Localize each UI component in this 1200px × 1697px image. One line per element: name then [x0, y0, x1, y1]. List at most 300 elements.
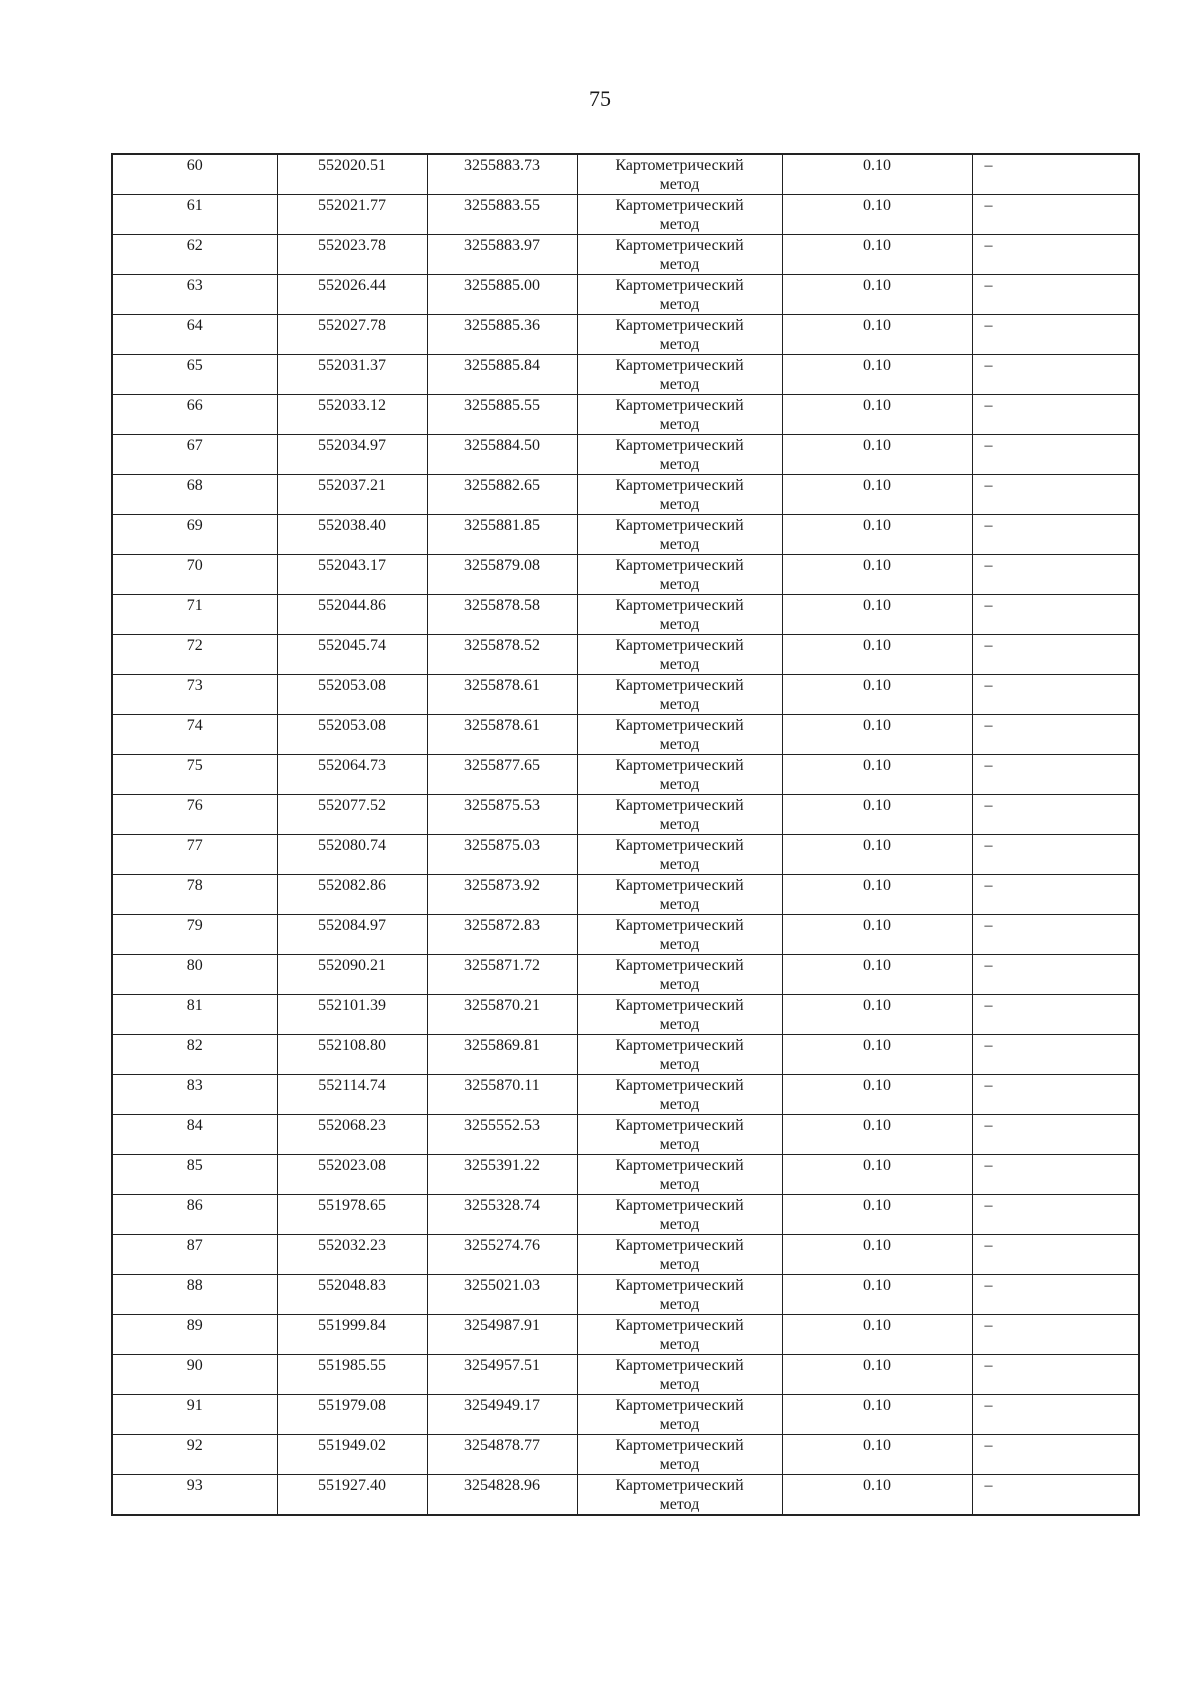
y-coordinate-cell — [427, 235, 577, 275]
point-number-text: 91 — [186, 1397, 203, 1414]
accuracy-text: 0.10 — [863, 1477, 891, 1494]
point-number-cell — [112, 154, 277, 195]
method-cell — [577, 1435, 782, 1475]
y-coordinate-cell — [427, 955, 577, 995]
accuracy-text: 0.10 — [863, 357, 891, 374]
note-cell — [972, 995, 1139, 1035]
method-cell — [577, 275, 782, 315]
table-row — [112, 675, 1139, 715]
note-text: – — [984, 1477, 993, 1494]
note-cell — [972, 1475, 1139, 1516]
accuracy-text: 0.10 — [863, 317, 891, 334]
y-coordinate-cell — [427, 635, 577, 675]
note-text: – — [984, 637, 993, 654]
y-coordinate-cell — [427, 435, 577, 475]
x-coordinate-text: 552064.73 — [318, 757, 386, 774]
note-text: – — [984, 517, 993, 534]
y-coordinate-cell — [427, 1235, 577, 1275]
point-number-text: 71 — [186, 597, 203, 614]
point-number-cell — [112, 1355, 277, 1395]
note-text: – — [984, 677, 993, 694]
y-coordinate-cell — [427, 195, 577, 235]
y-coordinate-text: 3255869.81 — [464, 1037, 540, 1054]
accuracy-cell — [782, 915, 972, 955]
y-coordinate-cell — [427, 275, 577, 315]
y-coordinate-cell — [427, 355, 577, 395]
note-text: – — [984, 1157, 993, 1174]
y-coordinate-text: 3254987.91 — [464, 1317, 540, 1334]
method-text: Картометрический метод — [615, 717, 744, 753]
point-number-text: 83 — [186, 1077, 203, 1094]
method-cell — [577, 1475, 782, 1516]
x-coordinate-text: 552043.17 — [318, 557, 386, 574]
method-cell — [577, 1275, 782, 1315]
note-text: – — [984, 837, 993, 854]
method-text: Картометрический метод — [615, 517, 744, 553]
accuracy-text: 0.10 — [863, 1317, 891, 1334]
y-coordinate-text: 3255881.85 — [464, 517, 540, 534]
point-number-cell — [112, 1275, 277, 1315]
note-text: – — [984, 237, 993, 254]
point-number-cell — [112, 435, 277, 475]
y-coordinate-text: 3255878.61 — [464, 717, 540, 734]
table-row — [112, 515, 1139, 555]
point-number-text: 75 — [186, 757, 203, 774]
accuracy-cell — [782, 355, 972, 395]
point-number-text: 64 — [186, 317, 203, 334]
x-coordinate-text: 552021.77 — [318, 197, 386, 214]
x-coordinate-text: 552108.80 — [318, 1037, 386, 1054]
coordinates-table — [111, 153, 1140, 1516]
table-row — [112, 995, 1139, 1035]
y-coordinate-text: 3255879.08 — [464, 557, 540, 574]
note-cell — [972, 315, 1139, 355]
y-coordinate-text: 3254949.17 — [464, 1397, 540, 1414]
x-coordinate-cell — [277, 435, 427, 475]
point-number-text: 62 — [186, 237, 203, 254]
x-coordinate-cell — [277, 955, 427, 995]
point-number-text: 61 — [186, 197, 203, 214]
method-cell — [577, 755, 782, 795]
method-text: Картометрический метод — [615, 1197, 744, 1233]
point-number-text: 65 — [186, 357, 203, 374]
x-coordinate-cell — [277, 795, 427, 835]
point-number-cell — [112, 275, 277, 315]
method-text: Картометрический метод — [615, 597, 744, 633]
table-row — [112, 595, 1139, 635]
point-number-text: 78 — [186, 877, 203, 894]
x-coordinate-text: 552033.12 — [318, 397, 386, 414]
y-coordinate-cell — [427, 395, 577, 435]
y-coordinate-text: 3255552.53 — [464, 1117, 540, 1134]
point-number-cell — [112, 475, 277, 515]
method-text: Картометрический метод — [615, 197, 744, 233]
point-number-cell — [112, 1075, 277, 1115]
point-number-text: 86 — [186, 1197, 203, 1214]
accuracy-text: 0.10 — [863, 1157, 891, 1174]
method-text: Картометрический метод — [615, 1237, 744, 1273]
y-coordinate-cell — [427, 315, 577, 355]
y-coordinate-cell — [427, 515, 577, 555]
table-row — [112, 555, 1139, 595]
accuracy-text: 0.10 — [863, 837, 891, 854]
y-coordinate-text: 3255885.84 — [464, 357, 540, 374]
table-row — [112, 875, 1139, 915]
accuracy-cell — [782, 875, 972, 915]
method-cell — [577, 1395, 782, 1435]
accuracy-cell — [782, 475, 972, 515]
y-coordinate-cell — [427, 475, 577, 515]
page-number: 75 — [589, 86, 611, 111]
y-coordinate-text: 3255328.74 — [464, 1197, 540, 1214]
method-text: Картометрический метод — [615, 437, 744, 473]
y-coordinate-text: 3255883.97 — [464, 237, 540, 254]
point-number-cell — [112, 395, 277, 435]
method-text: Картометрический метод — [615, 877, 744, 913]
method-cell — [577, 555, 782, 595]
point-number-text: 87 — [186, 1237, 203, 1254]
table-row — [112, 1395, 1139, 1435]
y-coordinate-text: 3255021.03 — [464, 1277, 540, 1294]
accuracy-text: 0.10 — [863, 1437, 891, 1454]
y-coordinate-cell — [427, 1035, 577, 1075]
method-cell — [577, 1075, 782, 1115]
table-row — [112, 1035, 1139, 1075]
note-cell — [972, 1395, 1139, 1435]
note-cell — [972, 435, 1139, 475]
note-text: – — [984, 957, 993, 974]
accuracy-text: 0.10 — [863, 1197, 891, 1214]
y-coordinate-cell — [427, 915, 577, 955]
note-cell — [972, 955, 1139, 995]
table-row — [112, 1355, 1139, 1395]
method-cell — [577, 995, 782, 1035]
note-cell — [972, 1355, 1139, 1395]
accuracy-text: 0.10 — [863, 957, 891, 974]
table-row — [112, 355, 1139, 395]
y-coordinate-cell — [427, 1475, 577, 1516]
point-number-cell — [112, 515, 277, 555]
table-row — [112, 435, 1139, 475]
x-coordinate-text: 552037.21 — [318, 477, 386, 494]
note-cell — [972, 555, 1139, 595]
accuracy-text: 0.10 — [863, 477, 891, 494]
note-cell — [972, 915, 1139, 955]
x-coordinate-cell — [277, 675, 427, 715]
y-coordinate-text: 3255882.65 — [464, 477, 540, 494]
note-text: – — [984, 357, 993, 374]
point-number-text: 89 — [186, 1317, 203, 1334]
point-number-text: 90 — [186, 1357, 203, 1374]
method-cell — [577, 515, 782, 555]
y-coordinate-cell — [427, 1075, 577, 1115]
method-cell — [577, 595, 782, 635]
x-coordinate-cell — [277, 195, 427, 235]
point-number-cell — [112, 315, 277, 355]
note-text: – — [984, 797, 993, 814]
point-number-cell — [112, 195, 277, 235]
x-coordinate-text: 551985.55 — [318, 1357, 386, 1374]
accuracy-text: 0.10 — [863, 1357, 891, 1374]
x-coordinate-cell — [277, 1395, 427, 1435]
point-number-cell — [112, 1395, 277, 1435]
accuracy-cell — [782, 1355, 972, 1395]
accuracy-text: 0.10 — [863, 1397, 891, 1414]
note-cell — [972, 515, 1139, 555]
note-text: – — [984, 557, 993, 574]
point-number-text: 74 — [186, 717, 203, 734]
note-text: – — [984, 917, 993, 934]
x-coordinate-cell — [277, 1475, 427, 1516]
accuracy-cell — [782, 835, 972, 875]
note-cell — [972, 235, 1139, 275]
accuracy-cell — [782, 715, 972, 755]
y-coordinate-text: 3254828.96 — [464, 1477, 540, 1494]
x-coordinate-text: 552082.86 — [318, 877, 386, 894]
accuracy-text: 0.10 — [863, 1037, 891, 1054]
note-cell — [972, 1235, 1139, 1275]
accuracy-text: 0.10 — [863, 1117, 891, 1134]
x-coordinate-text: 551999.84 — [318, 1317, 386, 1334]
y-coordinate-cell — [427, 154, 577, 195]
point-number-cell — [112, 1195, 277, 1235]
point-number-cell — [112, 1035, 277, 1075]
y-coordinate-text: 3255883.55 — [464, 197, 540, 214]
coordinates-table-body — [112, 154, 1139, 1515]
accuracy-text: 0.10 — [863, 517, 891, 534]
accuracy-cell — [782, 435, 972, 475]
method-cell — [577, 835, 782, 875]
x-coordinate-cell — [277, 755, 427, 795]
method-text: Картометрический метод — [615, 757, 744, 793]
x-coordinate-cell — [277, 154, 427, 195]
x-coordinate-text: 551979.08 — [318, 1397, 386, 1414]
accuracy-text: 0.10 — [863, 157, 891, 174]
x-coordinate-text: 552053.08 — [318, 717, 386, 734]
accuracy-cell — [782, 555, 972, 595]
method-text: Картометрический метод — [615, 1117, 744, 1153]
method-text: Картометрический метод — [615, 317, 744, 353]
accuracy-text: 0.10 — [863, 797, 891, 814]
method-text: Картометрический метод — [615, 917, 744, 953]
note-cell — [972, 715, 1139, 755]
point-number-text: 84 — [186, 1117, 203, 1134]
accuracy-text: 0.10 — [863, 917, 891, 934]
x-coordinate-text: 552101.39 — [318, 997, 386, 1014]
x-coordinate-text: 552023.08 — [318, 1157, 386, 1174]
x-coordinate-cell — [277, 875, 427, 915]
x-coordinate-text: 551949.02 — [318, 1437, 386, 1454]
accuracy-cell — [782, 1155, 972, 1195]
point-number-text: 92 — [186, 1437, 203, 1454]
note-cell — [972, 1435, 1139, 1475]
point-number-cell — [112, 1475, 277, 1516]
method-text: Картометрический метод — [615, 797, 744, 833]
note-cell — [972, 154, 1139, 195]
y-coordinate-cell — [427, 1395, 577, 1435]
note-cell — [972, 675, 1139, 715]
x-coordinate-cell — [277, 315, 427, 355]
method-text: Картометрический метод — [615, 1077, 744, 1113]
note-cell — [972, 635, 1139, 675]
table-row — [112, 1275, 1139, 1315]
note-cell — [972, 475, 1139, 515]
accuracy-cell — [782, 1035, 972, 1075]
y-coordinate-cell — [427, 835, 577, 875]
y-coordinate-cell — [427, 995, 577, 1035]
note-cell — [972, 355, 1139, 395]
point-number-cell — [112, 1155, 277, 1195]
method-text: Картометрический метод — [615, 397, 744, 433]
note-text: – — [984, 1237, 993, 1254]
x-coordinate-text: 551927.40 — [318, 1477, 386, 1494]
point-number-text: 63 — [186, 277, 203, 294]
method-cell — [577, 955, 782, 995]
point-number-cell — [112, 355, 277, 395]
table-row — [112, 635, 1139, 675]
method-cell — [577, 435, 782, 475]
method-cell — [577, 1315, 782, 1355]
note-text: – — [984, 1077, 993, 1094]
x-coordinate-cell — [277, 355, 427, 395]
method-cell — [577, 795, 782, 835]
y-coordinate-cell — [427, 1115, 577, 1155]
note-text: – — [984, 277, 993, 294]
method-cell — [577, 715, 782, 755]
table-row — [112, 395, 1139, 435]
y-coordinate-text: 3254878.77 — [464, 1437, 540, 1454]
accuracy-text: 0.10 — [863, 1077, 891, 1094]
method-text: Картометрический метод — [615, 237, 744, 273]
table-row — [112, 1315, 1139, 1355]
y-coordinate-cell — [427, 1195, 577, 1235]
x-coordinate-text: 552044.86 — [318, 597, 386, 614]
method-text: Картометрический метод — [615, 357, 744, 393]
note-text: – — [984, 1197, 993, 1214]
y-coordinate-text: 3255884.50 — [464, 437, 540, 454]
x-coordinate-text: 552080.74 — [318, 837, 386, 854]
method-cell — [577, 1115, 782, 1155]
x-coordinate-text: 552090.21 — [318, 957, 386, 974]
note-text: – — [984, 1277, 993, 1294]
note-cell — [972, 275, 1139, 315]
point-number-cell — [112, 1115, 277, 1155]
accuracy-cell — [782, 1235, 972, 1275]
method-text: Картометрический метод — [615, 1157, 744, 1193]
table-row — [112, 715, 1139, 755]
y-coordinate-cell — [427, 1155, 577, 1195]
accuracy-text: 0.10 — [863, 397, 891, 414]
point-number-cell — [112, 835, 277, 875]
method-cell — [577, 1195, 782, 1235]
y-coordinate-text: 3255875.53 — [464, 797, 540, 814]
y-coordinate-text: 3255878.61 — [464, 677, 540, 694]
table-row — [112, 835, 1139, 875]
y-coordinate-cell — [427, 595, 577, 635]
note-text: – — [984, 1397, 993, 1414]
y-coordinate-text: 3255871.72 — [464, 957, 540, 974]
note-cell — [972, 875, 1139, 915]
table-row — [112, 475, 1139, 515]
note-cell — [972, 795, 1139, 835]
point-number-text: 93 — [186, 1477, 203, 1494]
method-cell — [577, 635, 782, 675]
note-text: – — [984, 757, 993, 774]
point-number-cell — [112, 595, 277, 635]
y-coordinate-text: 3255885.55 — [464, 397, 540, 414]
x-coordinate-cell — [277, 715, 427, 755]
y-coordinate-text: 3255872.83 — [464, 917, 540, 934]
note-text: – — [984, 1317, 993, 1334]
method-text: Картометрический метод — [615, 1317, 744, 1353]
accuracy-cell — [782, 1435, 972, 1475]
method-text: Картометрический метод — [615, 677, 744, 713]
y-coordinate-text: 3255877.65 — [464, 757, 540, 774]
note-text: – — [984, 1037, 993, 1054]
method-cell — [577, 195, 782, 235]
accuracy-cell — [782, 1275, 972, 1315]
accuracy-cell — [782, 1475, 972, 1516]
table-row — [112, 955, 1139, 995]
method-text: Картометрический метод — [615, 997, 744, 1033]
x-coordinate-cell — [277, 1315, 427, 1355]
method-cell — [577, 395, 782, 435]
accuracy-text: 0.10 — [863, 1237, 891, 1254]
note-cell — [972, 1275, 1139, 1315]
accuracy-text: 0.10 — [863, 757, 891, 774]
x-coordinate-text: 552048.83 — [318, 1277, 386, 1294]
x-coordinate-text: 552038.40 — [318, 517, 386, 534]
accuracy-cell — [782, 635, 972, 675]
note-text: – — [984, 1117, 993, 1134]
note-text: – — [984, 1437, 993, 1454]
x-coordinate-text: 552027.78 — [318, 317, 386, 334]
x-coordinate-cell — [277, 235, 427, 275]
y-coordinate-text: 3255870.21 — [464, 997, 540, 1014]
point-number-cell — [112, 755, 277, 795]
accuracy-cell — [782, 755, 972, 795]
accuracy-text: 0.10 — [863, 997, 891, 1014]
x-coordinate-text: 552031.37 — [318, 357, 386, 374]
y-coordinate-text: 3255878.58 — [464, 597, 540, 614]
y-coordinate-text: 3255878.52 — [464, 637, 540, 654]
method-cell — [577, 475, 782, 515]
method-text: Картометрический метод — [615, 1397, 744, 1433]
note-text: – — [984, 197, 993, 214]
point-number-cell — [112, 995, 277, 1035]
method-cell — [577, 875, 782, 915]
method-cell — [577, 1235, 782, 1275]
x-coordinate-text: 552023.78 — [318, 237, 386, 254]
x-coordinate-text: 552045.74 — [318, 637, 386, 654]
note-cell — [972, 1155, 1139, 1195]
x-coordinate-cell — [277, 635, 427, 675]
point-number-cell — [112, 715, 277, 755]
point-number-cell — [112, 1315, 277, 1355]
table-row — [112, 1435, 1139, 1475]
point-number-text: 73 — [186, 677, 203, 694]
note-cell — [972, 595, 1139, 635]
accuracy-text: 0.10 — [863, 557, 891, 574]
y-coordinate-text: 3254957.51 — [464, 1357, 540, 1374]
accuracy-text: 0.10 — [863, 677, 891, 694]
point-number-text: 88 — [186, 1277, 203, 1294]
x-coordinate-cell — [277, 1195, 427, 1235]
accuracy-cell — [782, 515, 972, 555]
x-coordinate-cell — [277, 275, 427, 315]
method-cell — [577, 154, 782, 195]
x-coordinate-text: 552077.52 — [318, 797, 386, 814]
